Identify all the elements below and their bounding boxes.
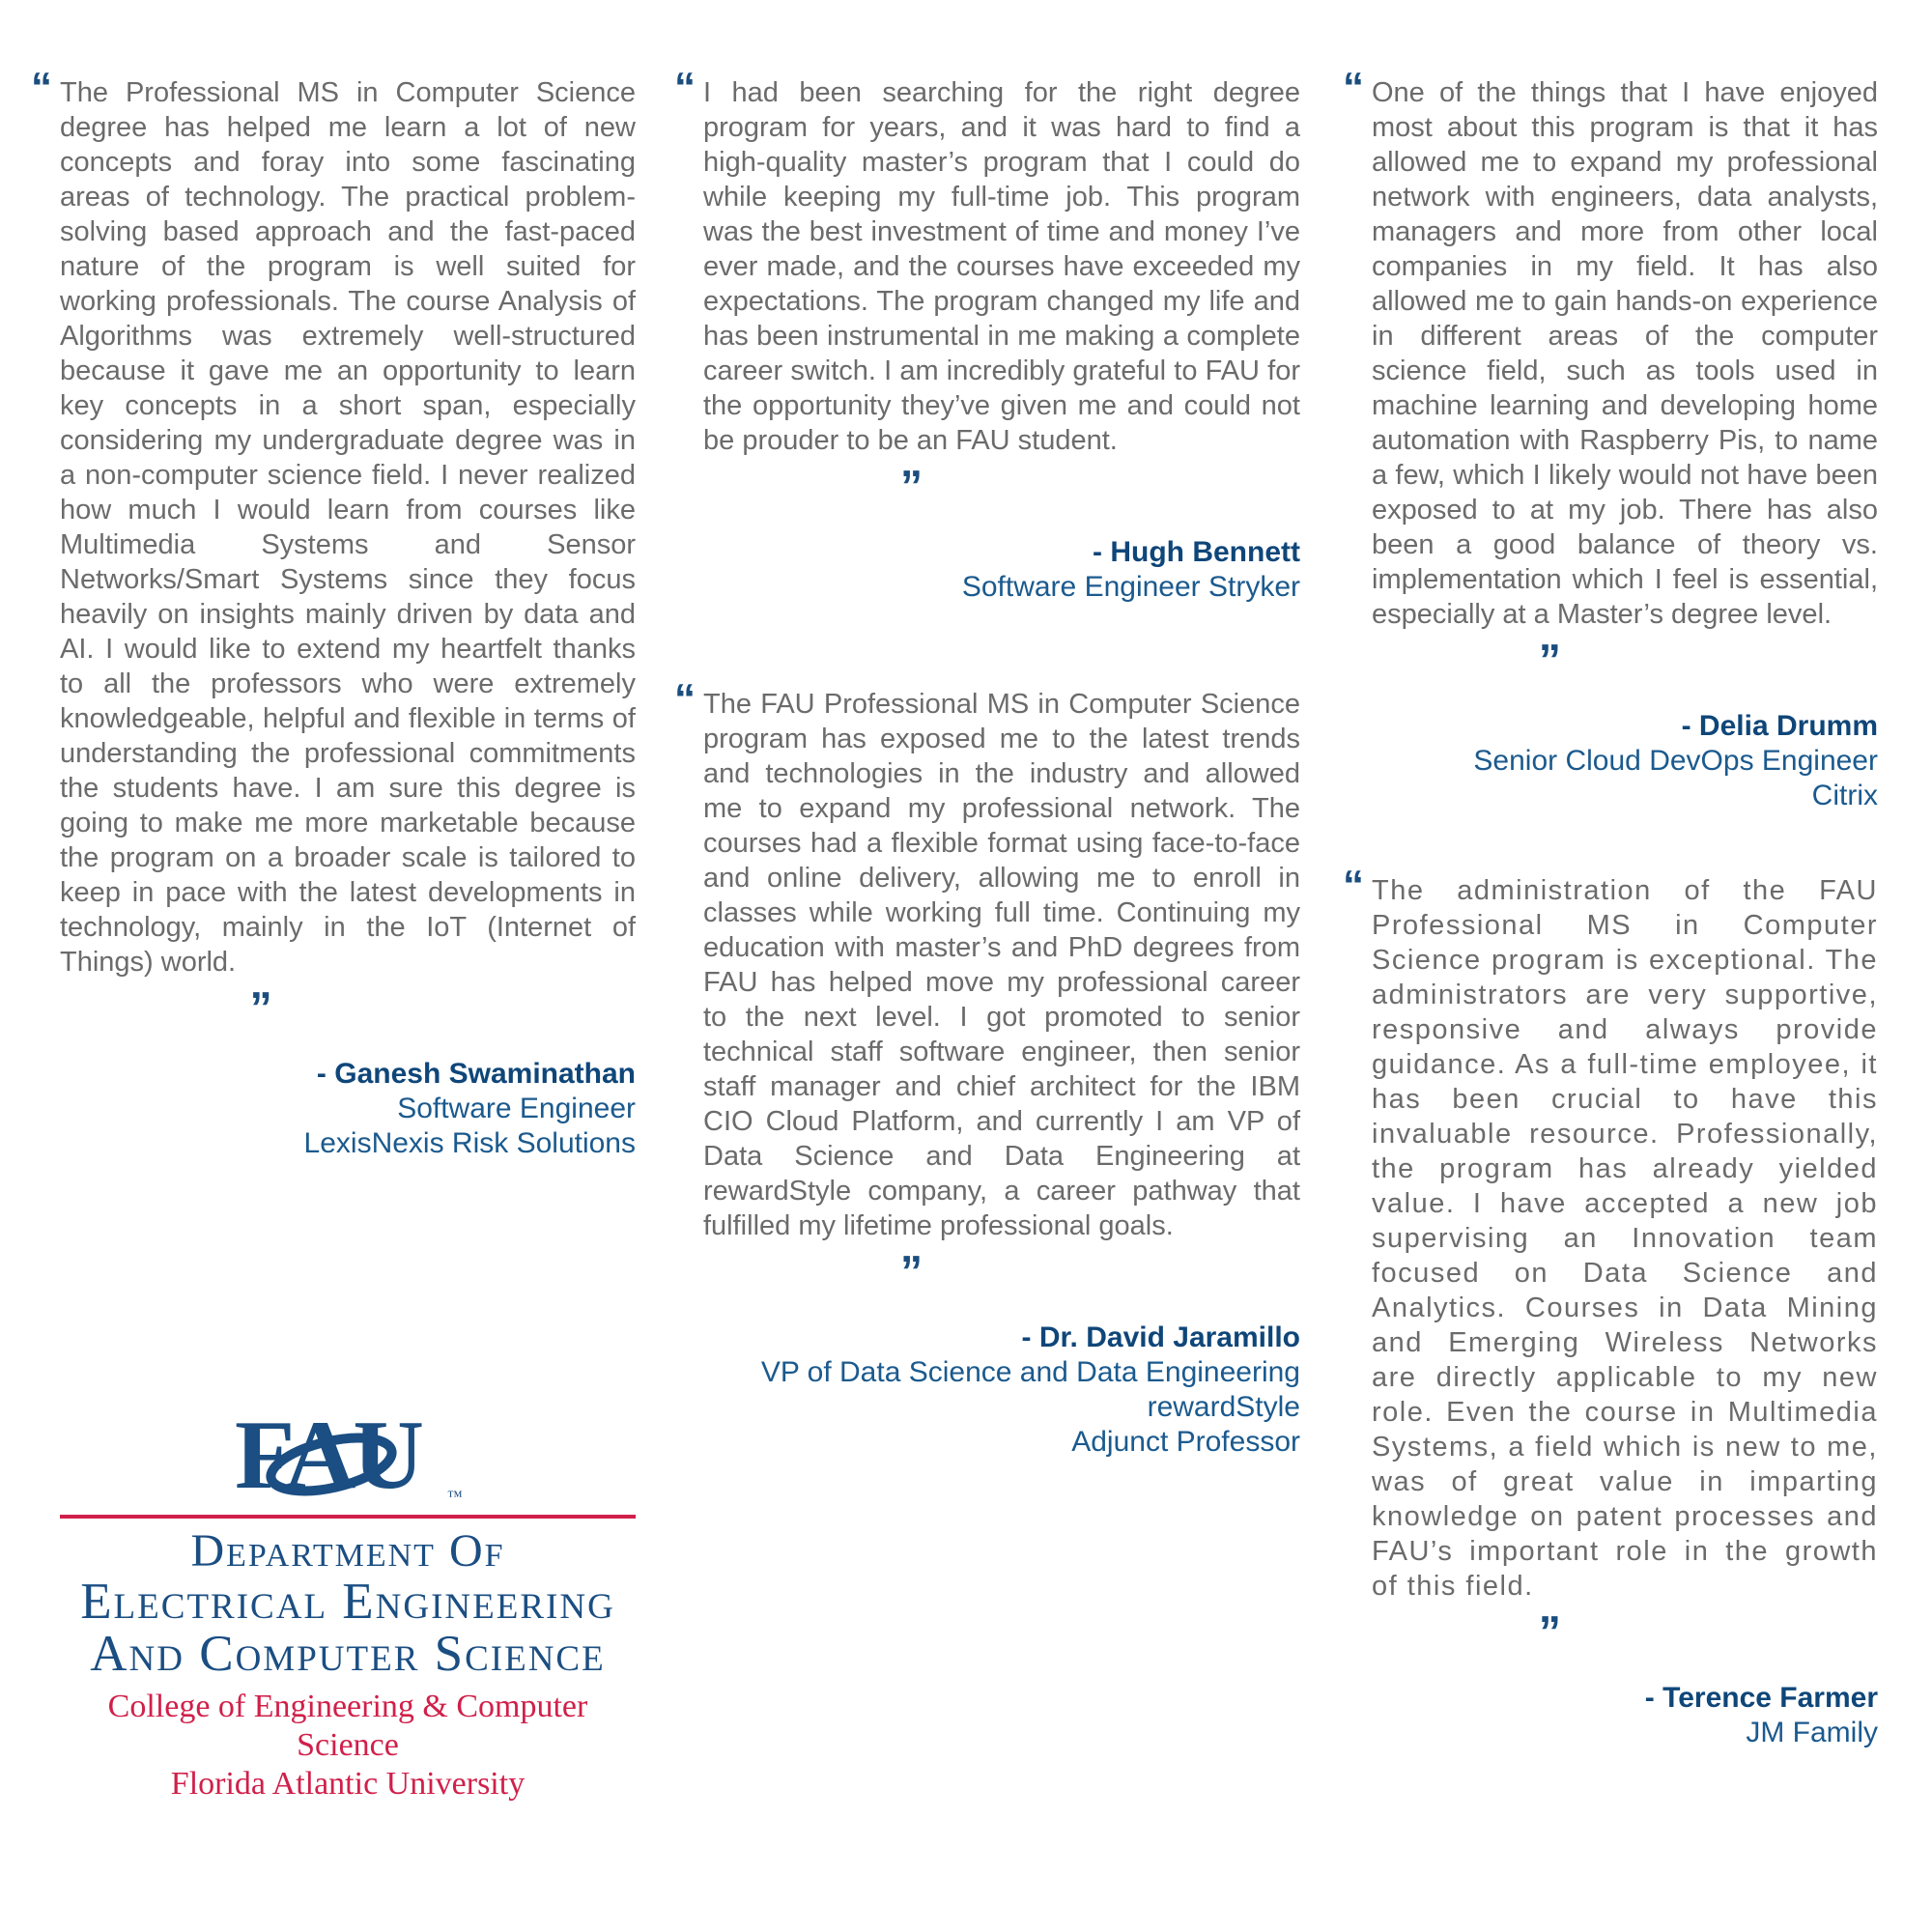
- attribution-name: - Ganesh Swaminathan: [316, 1058, 636, 1090]
- attribution-title: Software Engineer Stryker: [961, 571, 1300, 603]
- quote-text-content: I had been searching for the right degree program for years, and it was hard to find a high-quality master’s program that I could do while keeping my full-time job. This program was the best investment of time and money I’ve ever made, and the courses have exceeded my expectations. The program changed my life and has been instrumental in me making a complete career switch. I am incredibly grateful to FAU for the opportunity they’ve given me and could not be prouder to be an FAU student.: [703, 77, 1300, 456]
- testimonial-ganesh-swaminathan: [31, 64, 636, 1161]
- attribution: [1372, 1681, 1878, 1750]
- trademark-symbol: ™: [447, 1489, 463, 1505]
- attribution-title: Software Engineer: [397, 1093, 636, 1124]
- close-quote-icon: ”: [249, 982, 272, 1033]
- attribution-name: - Hugh Bennett: [1093, 536, 1300, 568]
- quote-text-content: One of the things that I have enjoyed most about this program is that it has allowed me to expand my professional network with engineers, data analysts, managers and more from other local companies in my field. It has also allowed me to gain hands-on experience in different areas of the computer science field, such as tools used in machine learning and developing home automation with Raspberry Pis, to name a few, which I likely would not have been exposed to at my job. There has also been a good balance of theory vs. implementation which I feel is essential, especially at a Master’s degree level.: [1372, 77, 1878, 630]
- column-2: [674, 64, 1300, 1460]
- testimonial-david-jaramillo: [674, 675, 1300, 1460]
- logo-department-line-2: Electrical Engineering: [80, 1573, 615, 1630]
- logo-college-line: College of Engineering & Computer Science: [107, 1689, 588, 1764]
- logo-department-line-1: Department Of: [190, 1525, 505, 1577]
- attribution-role: Adjunct Professor: [1071, 1426, 1300, 1458]
- fau-logo: [60, 1405, 636, 1804]
- attribution-name: - Terence Farmer: [1644, 1682, 1878, 1714]
- open-quote-icon: “: [674, 675, 696, 723]
- attribution-company: LexisNexis Risk Solutions: [303, 1127, 636, 1159]
- attribution-title: Senior Cloud DevOps Engineer: [1473, 745, 1878, 777]
- attribution-name: - Dr. David Jaramillo: [1021, 1321, 1300, 1353]
- open-quote-icon: “: [1343, 862, 1364, 909]
- quote-text: [1343, 64, 1878, 632]
- logo-red-rule: [60, 1515, 636, 1519]
- attribution-company: rewardStyle: [1147, 1391, 1300, 1423]
- quote-text: [1343, 862, 1878, 1604]
- close-quote-icon: ”: [1538, 635, 1561, 685]
- quote-text-content: The Professional MS in Computer Science degree has helped me learn a lot of new concepts and foray into some fascinating areas of technology. The practical problem-solving based approach and the fast-paced nature of the program is well suited for working professionals. The course Analysis of Algorithms was extremely well-structured because it gave me an opportunity to learn key concepts in a short span, especially considering my undergraduate degree was in a non-computer science field. I never realized how much I would learn from courses like Multimedia Systems and Sensor Networks/Smart Systems since they focus heavily on insights mainly driven by data and AI. I would like to extend my heartfelt thanks to all the professors who were extremely knowledgeable, helpful and flexible in terms of understanding the professional commitments the students have. I am sure this degree is going to make me more marketable because the program on a broader scale is tailored to keep in pace with the latest developments in technology, mainly in the IoT (Internet of Things) world.: [60, 77, 636, 978]
- logo-university-line: Florida Atlantic University: [170, 1766, 526, 1803]
- quote-text-content: The FAU Professional MS in Computer Science program has exposed me to the latest trends and technologies in the industry and allowed me to expand my professional network. The courses had a flexible format using face-to-face and online delivery, allowing me to enroll in classes while working full time. Continuing my education with master’s and PhD degrees from FAU has helped move my professional career to the next level. I got promoted to senior technical staff software engineer, then senior staff manager and chief architect for the IBM CIO Cloud Platform, and currently I am VP of Data Science and Data Engineering at rewardStyle company, a career pathway that fulfilled my lifetime professional goals.: [703, 689, 1300, 1241]
- quote-text-content: The administration of the FAU Professional MS in Computer Science program is exceptional. The administrators are very supportive, responsive and always provide guidance. As a full-time employee, it has been crucial to have this invaluable resource. Professionally, the program has already yielded value. I have accepted a new job supervising an Innovation team focused on Data Science and Analytics. Courses in Data Mining and Emerging Wireless Networks are directly applicable to my new role. Even the course in Multimedia Systems, a field which is new to me, was of great value in imparting knowledge on patent processes and FAU’s important role in the growth of this field.: [1372, 875, 1878, 1602]
- testimonial-terence-farmer: [1343, 862, 1878, 1750]
- quote-text: [674, 64, 1300, 458]
- testimonial-hugh-bennett: [674, 64, 1300, 605]
- attribution-name: - Delia Drumm: [1681, 710, 1878, 742]
- open-quote-icon: “: [1343, 64, 1364, 111]
- close-quote-icon: ”: [899, 1246, 923, 1296]
- attribution-company: JM Family: [1746, 1717, 1878, 1748]
- close-quote-icon: ”: [899, 461, 923, 511]
- attribution-title: VP of Data Science and Data Engineering: [760, 1356, 1300, 1388]
- attribution: [703, 1321, 1300, 1460]
- quote-text: [31, 64, 636, 980]
- attribution: [1372, 709, 1878, 813]
- open-quote-icon: “: [674, 64, 696, 111]
- column-1: [31, 64, 636, 1804]
- testimonial-delia-drumm: [1343, 64, 1878, 813]
- fau-letters: FAU: [235, 1405, 422, 1509]
- column-3: [1343, 64, 1878, 1750]
- close-quote-icon: ”: [1538, 1606, 1561, 1657]
- quote-text: [674, 675, 1300, 1243]
- logo-department-line-3: And Computer Science: [90, 1626, 606, 1682]
- open-quote-icon: “: [31, 64, 52, 111]
- attribution-company: Citrix: [1811, 780, 1878, 811]
- attribution: [703, 535, 1300, 605]
- fau-logotype-icon: [227, 1405, 469, 1509]
- attribution: [60, 1057, 636, 1161]
